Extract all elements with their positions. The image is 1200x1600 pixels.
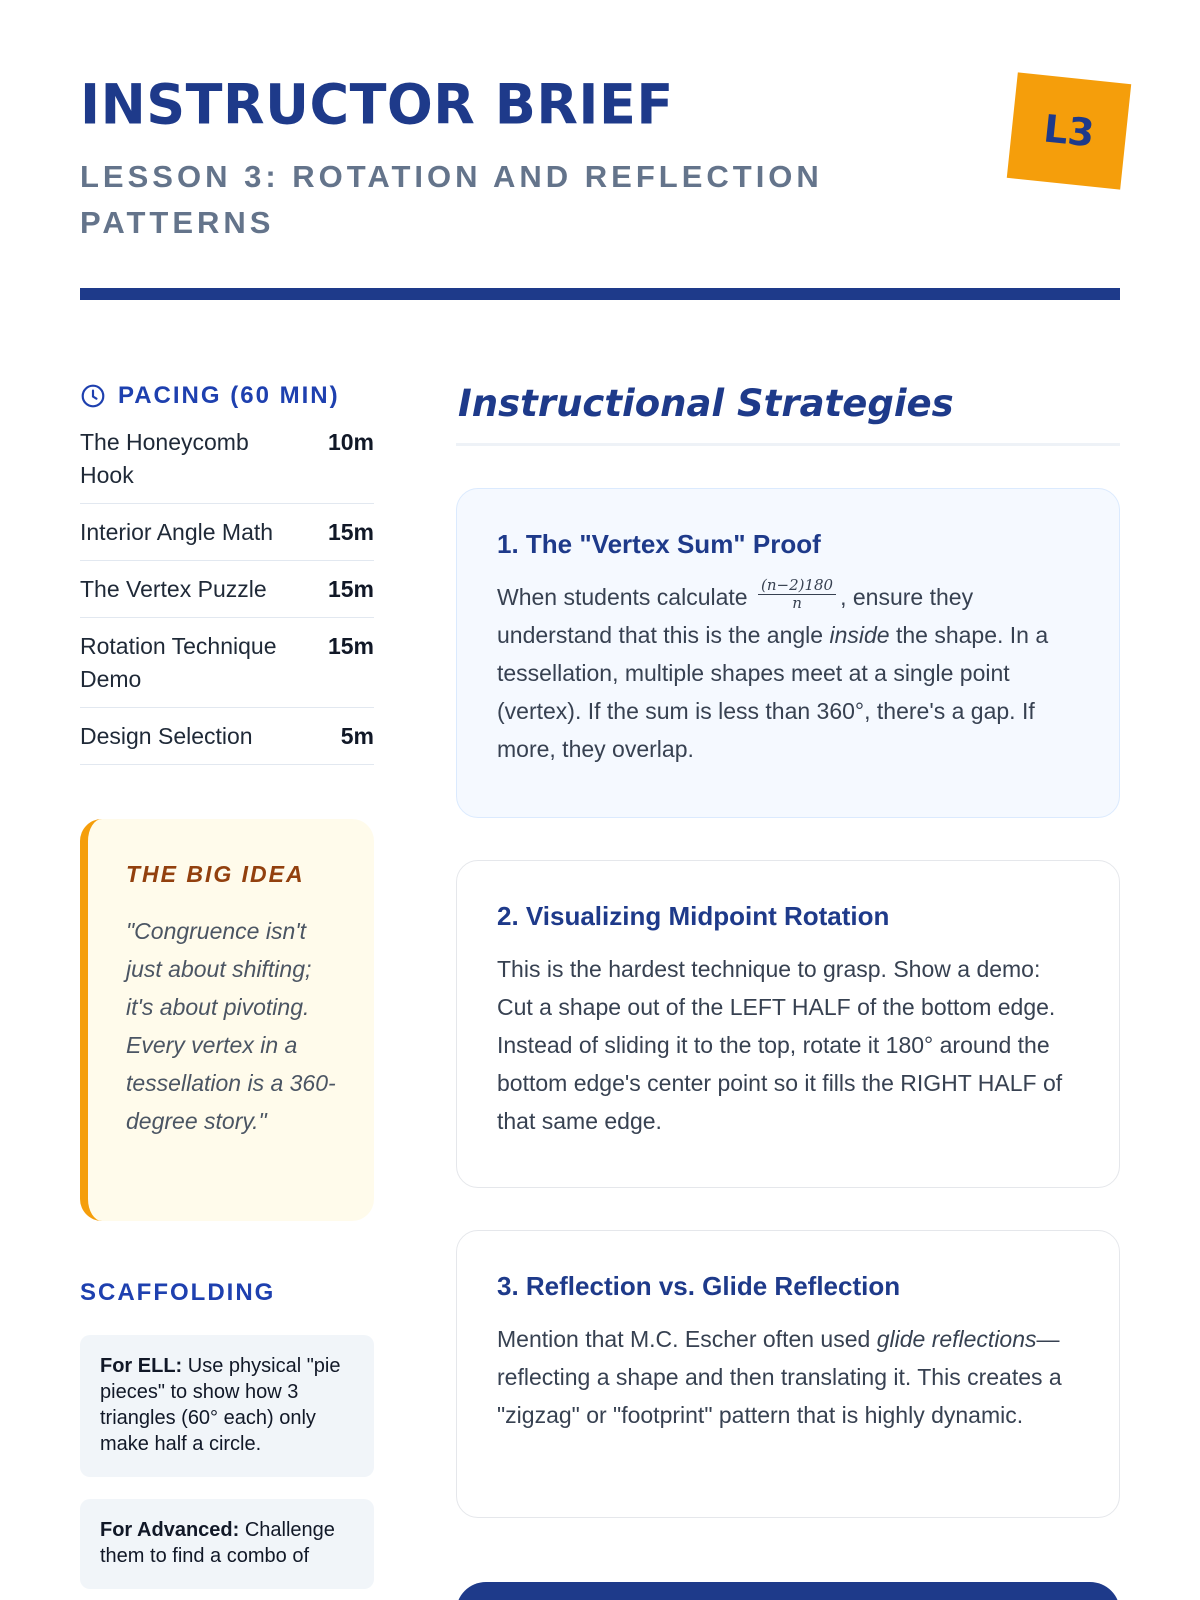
strategy-card-vertex-sum (456, 488, 1120, 818)
clock-icon (80, 383, 106, 409)
strategy-card-body: This is the hardest technique to grasp. Show a demo: Cut a shape out of the LEFT HALF of the bottom edge. Instead of sliding it to the top, rotate it 180° around the bottom edge's center point so it fills the RIGHT HALF of that same edge. (497, 956, 1063, 1134)
pacing-heading (80, 382, 374, 410)
strategy-card-body (497, 1320, 1079, 1434)
strategy-card-title: 2. Visualizing Midpoint Rotation (497, 901, 890, 931)
pacing-heading-label: PACING (60 MIN) (118, 382, 340, 409)
strategy-text: the shape. In a tessellation, multiple shapes meet at a single point (vertex). If the sum is less than 360°, there's a gap. If more, they overlap. (497, 622, 1049, 763)
strategy-emphasis: inside (829, 622, 890, 649)
scaffolding-card-label: For Advanced: (100, 1519, 240, 1541)
strategy-emphasis: glide reflections (876, 1326, 1037, 1352)
scaffolding-card-ell (80, 1335, 374, 1477)
strategy-text: —reflecting a shape and then translating it. This creates a "zigzag" or "footprint" pattern that is highly dynamic. (497, 1326, 1062, 1428)
next-section-bar (456, 1582, 1120, 1600)
strategy-text: Mention that M.C. Escher often used (497, 1326, 877, 1352)
page-header (80, 72, 1120, 246)
scaffolding-card-label: For ELL: (100, 1355, 183, 1377)
strategy-card-body (497, 578, 1079, 768)
strategy-text: When students calculate (497, 584, 748, 610)
scaffolding-card-advanced (80, 1499, 374, 1589)
main-content (456, 382, 1120, 1518)
pacing-row-label: Rotation Technique Demo (80, 633, 277, 692)
pacing-row-label: Interior Angle Math (80, 519, 274, 545)
pacing-row-label: The Honeycomb Hook (80, 429, 249, 488)
lesson-badge: L3 (1007, 72, 1131, 189)
header-divider (80, 288, 1120, 300)
strategy-card-title: 1. The "Vertex Sum" Proof (497, 529, 821, 559)
strategies-divider (456, 443, 1120, 446)
strategy-card-glide-reflection (456, 1230, 1120, 1518)
strategy-text: , ensure they understand that this is the angle (497, 584, 974, 649)
pacing-row (80, 426, 374, 504)
pacing-row-time: 10m (327, 429, 374, 455)
page-title: INSTRUCTOR BRIEF (80, 72, 674, 137)
scaffolding-card-text: Challenge them to find a combo of (100, 1519, 335, 1567)
pacing-row-label: Design Selection (80, 723, 253, 749)
formula-numerator: (n−2)180 (758, 577, 836, 595)
pacing-row-time: 15m (327, 519, 374, 545)
strategies-title: Instructional Strategies (458, 382, 954, 425)
page-subtitle: LESSON 3: ROTATION AND REFLECTION PATTERNS (80, 159, 823, 240)
pacing-list (80, 426, 374, 765)
big-idea-heading: THE BIG IDEA (126, 861, 305, 887)
pacing-row (80, 504, 374, 561)
pacing-row-label: The Vertex Puzzle (80, 576, 267, 602)
interior-angle-formula (758, 577, 836, 612)
strategy-card-title: 3. Reflection vs. Glide Reflection (497, 1271, 901, 1301)
scaffolding-heading: SCAFFOLDING (80, 1279, 276, 1306)
formula-denominator: n (792, 594, 802, 613)
pacing-row-time: 5m (340, 723, 374, 749)
pacing-row-time: 15m (327, 633, 374, 659)
pacing-row (80, 708, 374, 765)
big-idea-callout (80, 819, 374, 1221)
scaffolding-card-text: Use physical "pie pieces" to show how 3 triangles (60° each) only make half a circle. (100, 1355, 341, 1455)
pacing-row-time: 15m (327, 576, 374, 602)
strategy-card-midpoint-rotation (456, 860, 1120, 1188)
big-idea-quote: "Congruence isn't just about shifting; it's about pivoting. Every vertex in a tessellation is a 360-degree story." (126, 918, 336, 1134)
pacing-row (80, 561, 374, 618)
sidebar (80, 382, 374, 1589)
pacing-row (80, 618, 374, 708)
